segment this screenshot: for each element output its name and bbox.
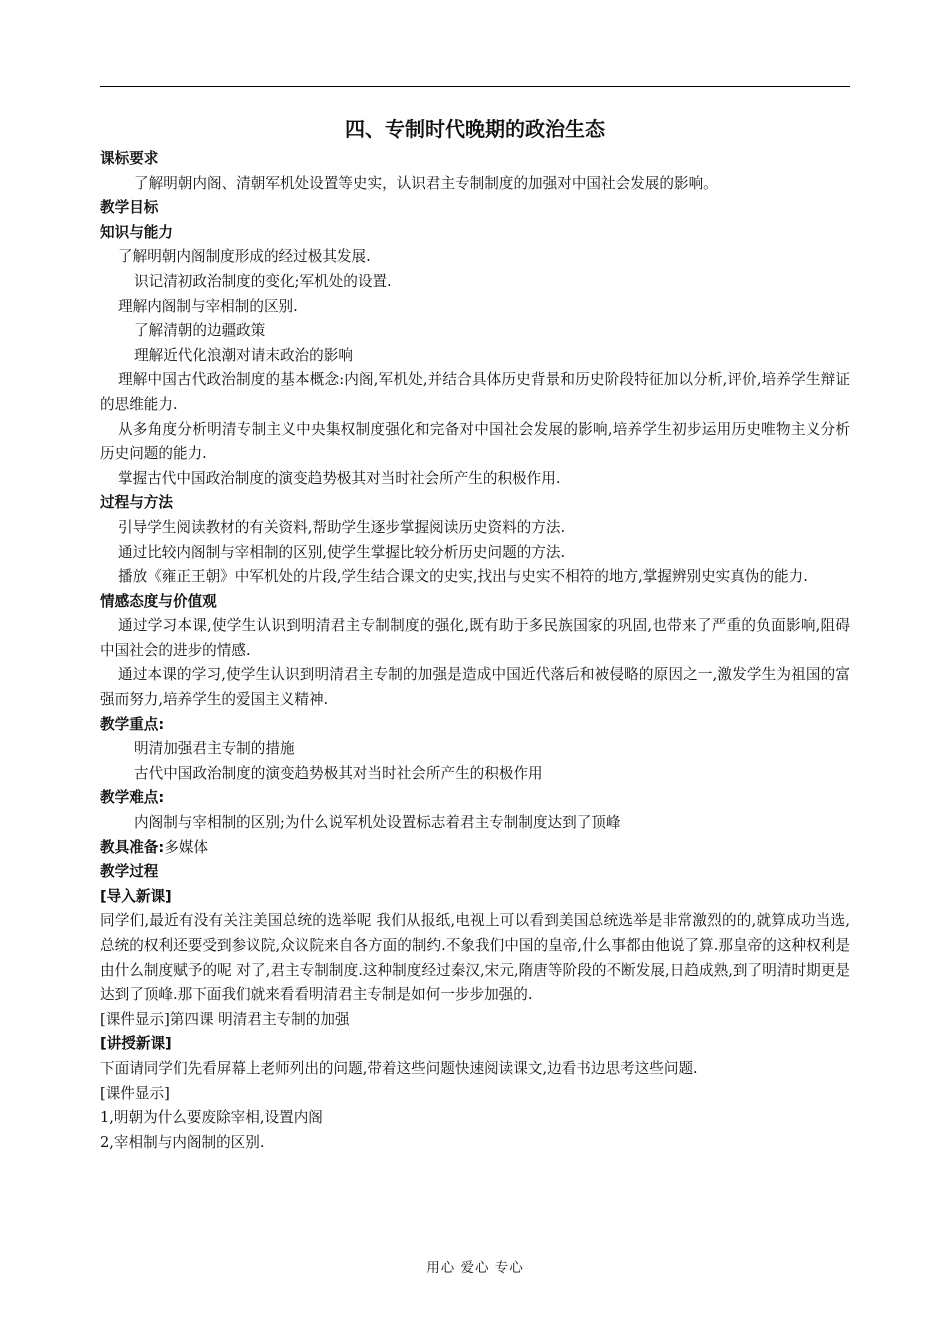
zhishi-item-2: 识记清初政治制度的变化;军机处的设置. bbox=[134, 272, 392, 290]
section-heading-nandian: 教学难点: bbox=[100, 789, 165, 807]
page-title: 四、专制时代晚期的政治生态 bbox=[345, 117, 605, 141]
jiangshou-text: 下面请同学们先看屏幕上老师列出的问题,带着这些问题快速阅读课文,边看书边思考这些问题. bbox=[100, 1059, 698, 1077]
kejian-line-1: [课件显示]第四课 明清君主专制的加强 bbox=[100, 1010, 350, 1028]
zhishi-item-1: 了解明朝内阁制度形成的经过极其发展. bbox=[118, 248, 371, 266]
question-1: 1,明朝为什么要废除宰相,设置内阁 bbox=[100, 1109, 323, 1127]
zhishi-item-6: 理解中国古代政治制度的基本概念:内阁,军机处,并结合具体历史背景和历史阶段特征加以分析,评价,培养学生辩证的思维能力. bbox=[100, 371, 850, 413]
qinggan-item-1: 通过学习本课,使学生认识到明清君主专制制度的强化,既有助于多民族国家的巩固,也带来了严重的负面影响,阻碍中国社会的进步的情感. bbox=[100, 617, 850, 659]
guocheng-item-1: 引导学生阅读教材的有关资料,帮助学生逐步掌握阅读历史资料的方法. bbox=[118, 518, 566, 536]
section-heading-jiangshou: [讲授新课] bbox=[100, 1035, 172, 1053]
zhishi-item-4: 了解清朝的边疆政策 bbox=[134, 322, 266, 340]
zhishi-item-8: 掌握古代中国政治制度的演变趋势极其对当时社会所产生的积极作用. bbox=[118, 469, 561, 487]
zhishi-item-5: 理解近代化浪潮对请末政治的影响 bbox=[134, 346, 353, 364]
zhishi-item-7: 从多角度分析明清专制主义中央集权制度强化和完备对中国社会发展的影响,培养学生初步运用历史唯物主义分析历史问题的能力. bbox=[100, 420, 850, 463]
jiaoju-text: 多媒体 bbox=[164, 838, 209, 856]
section-heading-qinggan: 情感态度与价值观 bbox=[100, 592, 217, 610]
guocheng-item-2: 通过比较内阁制与宰相制的区别,使学生掌握比较分析历史问题的方法. bbox=[118, 543, 566, 561]
nandian-item-1: 内阁制与宰相制的区别;为什么说军机处设置标志着君主专制制度达到了顶峰 bbox=[134, 814, 621, 832]
document-body bbox=[100, 114, 850, 1155]
kebiao-text: 了解明朝内阁、清朝军机处设置等史实，认识君主专制制度的加强对中国社会发展的影响。 bbox=[134, 174, 718, 192]
jiaoju-line bbox=[100, 836, 850, 861]
section-heading-jiaoxue-guocheng: 教学过程 bbox=[100, 863, 159, 881]
daoru-text: 同学们,最近有没有关注美国总统的选举呢 我们从报纸,电视上可以看到美国总统选举是非常激烈的的,就算成功当选,总统的权利还要受到参议院,众议院来自各方面的制约.不象我们中国的皇帝,什么事都由他说了算.那皇帝的这种权利是由什么制度赋予的呢 对了,君主专制制度.这种制度经过秦汉,宋元,隋唐等阶段的不断发展,日趋成熟,到了明清时期更是达到了顶峰.那下面我们就来看看明清君主专制是如何一步步加强的. bbox=[100, 912, 850, 1004]
zhongdian-item-1: 明清加强君主专制的措施 bbox=[134, 740, 295, 758]
qinggan-item-2: 通过本课的学习,使学生认识到明清君主专制的加强是造成中国近代落后和被侵略的原因之一,激发学生为祖国的富强而努力,培养学生的爱国主义精神. bbox=[100, 666, 850, 709]
section-heading-zhongdian: 教学重点: bbox=[100, 715, 165, 733]
section-heading-zhishi: 知识与能力 bbox=[100, 223, 173, 241]
zhongdian-item-2: 古代中国政治制度的演变趋势极其对当时社会所产生的积极作用 bbox=[134, 764, 543, 782]
guocheng-item-3: 播放《雍正王朝》中军机处的片段,学生结合课文的史实,找出与史实不相符的地方,掌握辨别史实真伪的能力. bbox=[118, 568, 808, 586]
zhishi-item-3: 理解内阁制与宰相制的区别. bbox=[118, 297, 298, 315]
section-heading-guocheng: 过程与方法 bbox=[100, 494, 173, 512]
page-footer: 用心 爱心 专心 bbox=[426, 1260, 524, 1276]
section-heading-jiaoju: 教具准备: bbox=[100, 838, 165, 856]
section-heading-kebiao: 课标要求 bbox=[100, 150, 159, 167]
section-heading-daoru: [导入新课] bbox=[100, 887, 172, 905]
question-2: 2,宰相制与内阁制的区别. bbox=[100, 1133, 265, 1151]
kejian-line-2: [课件显示] bbox=[100, 1084, 170, 1102]
header-rule bbox=[100, 86, 850, 87]
section-heading-mubiao: 教学目标 bbox=[100, 199, 159, 217]
